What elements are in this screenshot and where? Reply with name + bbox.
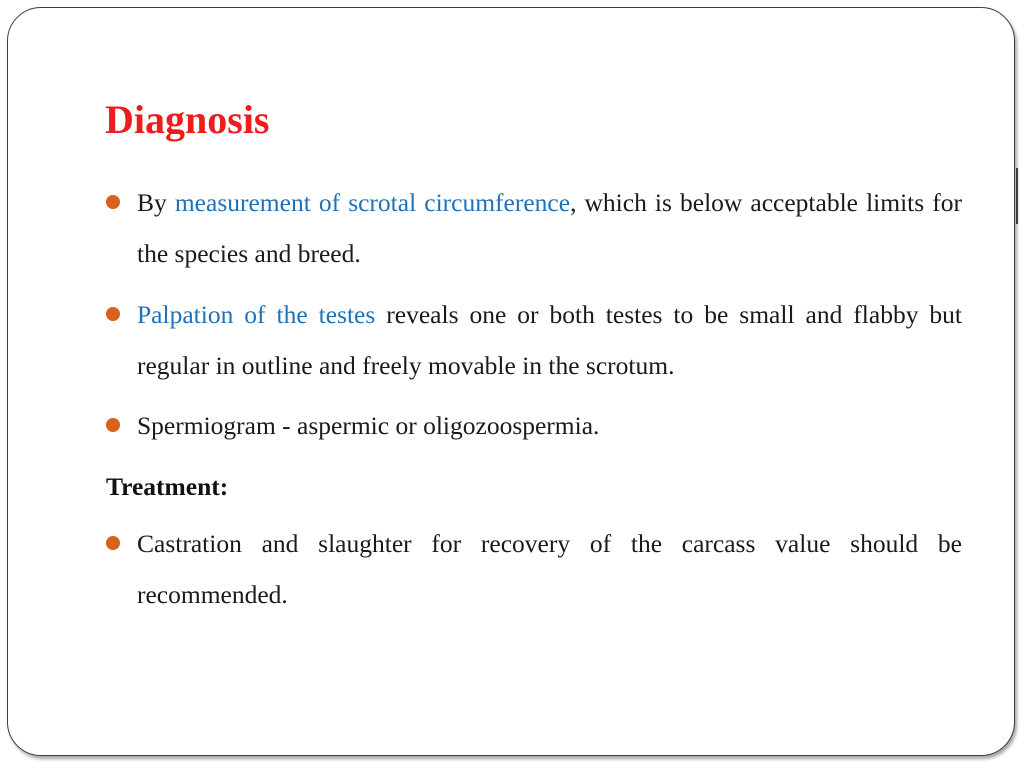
bullet-highlight: measurement of scrotal circumference bbox=[174, 188, 571, 217]
bullet-text-post: reveals one or both testes to be small and flabby but regular in outline and freely movable in the scrotum. bbox=[137, 300, 963, 380]
bullet-item-palpation bbox=[106, 289, 962, 391]
bullet-text-post: , which is below acceptable limits for the species and breed. bbox=[137, 188, 962, 268]
bullet-dot-icon bbox=[106, 418, 120, 432]
bullet-text bbox=[137, 289, 962, 391]
slide-title: Diagnosis bbox=[105, 97, 270, 142]
bullet-item-scrotal-measurement bbox=[106, 177, 962, 279]
bullet-item-castration bbox=[106, 518, 962, 620]
bullet-text-pre: By bbox=[137, 188, 175, 217]
bullet-text: Castration and slaughter for recovery of the carcass value should be recommended. bbox=[137, 529, 962, 609]
bullet-text bbox=[137, 400, 962, 451]
bullet-item-spermiogram bbox=[106, 400, 962, 451]
treatment-heading: Treatment: bbox=[106, 472, 229, 501]
bullet-text-pre: Spermiogram - aspermic or oligozoospermia. bbox=[137, 411, 600, 440]
bullet-highlight: Palpation of the testes bbox=[137, 300, 376, 329]
bullet-dot-icon bbox=[106, 307, 120, 321]
bullet-text bbox=[137, 177, 962, 279]
bullet-dot-icon bbox=[106, 536, 120, 550]
bullet-dot-icon bbox=[106, 195, 120, 209]
slide-edge-mark bbox=[1016, 168, 1018, 224]
